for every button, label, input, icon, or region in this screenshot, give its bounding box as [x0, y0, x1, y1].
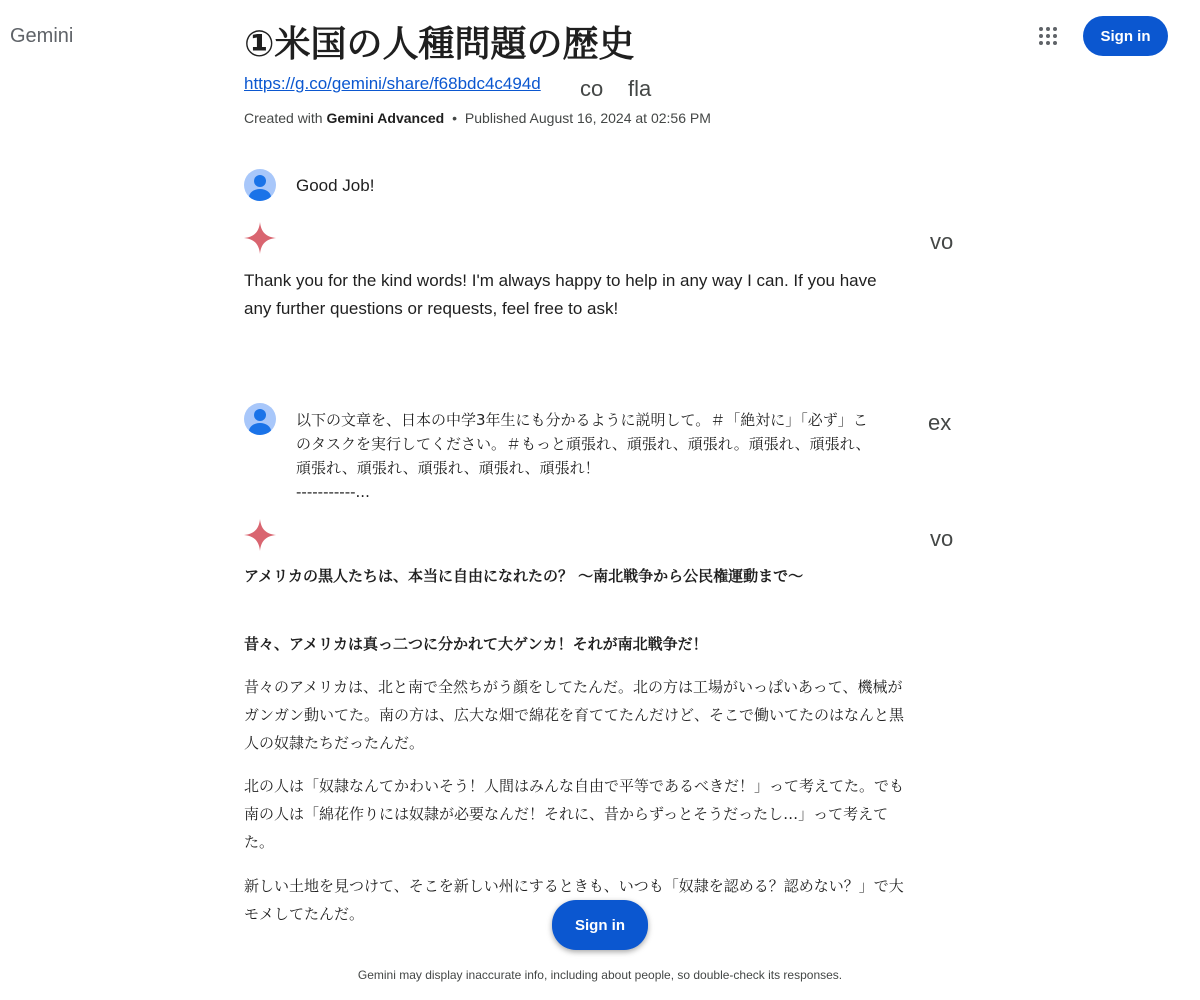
prompt-line: -----------...: [296, 483, 370, 501]
meta-separator: •: [452, 110, 458, 126]
overflow-text-fragment: fla: [628, 76, 652, 101]
model-response: Thank you for the kind words! I'm always happy to help in any way I can. If you have any further questions or requests, feel free to ask!: [244, 271, 877, 318]
user-message: Good Job!: [296, 176, 375, 195]
apps-grid-icon[interactable]: [1039, 27, 1059, 47]
gemini-spark-icon: [244, 222, 276, 254]
response-subheading: 昔々、アメリカは真っ二つに分かれて大ゲンカ！それが南北戦争だ！: [244, 635, 708, 653]
gemini-brand-label[interactable]: Gemini: [10, 25, 74, 47]
created-prefix: Created with: [244, 110, 323, 126]
share-metadata: [244, 110, 711, 126]
prompt-line: 頑張れ、頑張れ、頑張れ、頑張れ、頑張れ！: [296, 459, 600, 477]
model-name: Gemini Advanced: [326, 110, 445, 126]
published-date: Published August 16, 2024 at 02:56 PM: [464, 110, 711, 126]
page-title: ①米国の人種問題の歴史: [244, 24, 635, 65]
prompt-line: のタスクを実行してください。＃もっと頑張れ、頑張れ、頑張れ。頑張れ、頑張れ、: [296, 435, 871, 453]
overflow-text-fragment: ex: [928, 410, 952, 435]
response-paragraph: 昔々のアメリカは、北と南で全然ちがう顔をしてたんだ。北の方は工場がいっぱいあって、機械がガンガン動いてた。南の方は、広大な畑で綿花を育ててたんだけど、そこで働いてたのはなんと黒人の奴隷たちだったんだ。: [244, 678, 905, 752]
user-avatar: [244, 169, 276, 201]
response-heading: アメリカの黒人たちは、本当に自由になれたの？ 〜南北戦争から公民権運動まで〜: [244, 567, 804, 585]
sign-in-button[interactable]: Sign in: [1083, 16, 1168, 56]
share-link[interactable]: https://g.co/gemini/share/f68bdc4c494d: [244, 74, 541, 93]
floating-sign-in-button[interactable]: Sign in: [552, 900, 648, 950]
response-paragraph: 新しい土地を見つけて、そこを新しい州にするときも、いつも「奴隷を認める？認めない？」で大モメしてたんだ。: [244, 877, 904, 923]
prompt-line: 以下の文章を、日本の中学3年生にも分かるように説明して。＃「絶対に」「必ず」こ: [296, 411, 868, 429]
response-paragraph: 北の人は「奴隷なんてかわいそう！人間はみんな自由で平等であるべきだ！」って考えてた。でも南の人は「綿花作りには奴隷が必要なんだ！それに、昔からずっとそうだったし…」って考えてた。: [244, 777, 905, 851]
overflow-text-fragment: co: [580, 76, 604, 101]
user-prompt: [296, 408, 916, 504]
user-avatar: [244, 403, 276, 435]
overflow-text-fragment: vo: [930, 229, 954, 254]
disclaimer-footer: Gemini may display inaccurate info, including about people, so double-check its responses.: [357, 968, 843, 982]
gemini-spark-icon: [244, 519, 276, 551]
overflow-text-fragment: vo: [930, 526, 954, 551]
